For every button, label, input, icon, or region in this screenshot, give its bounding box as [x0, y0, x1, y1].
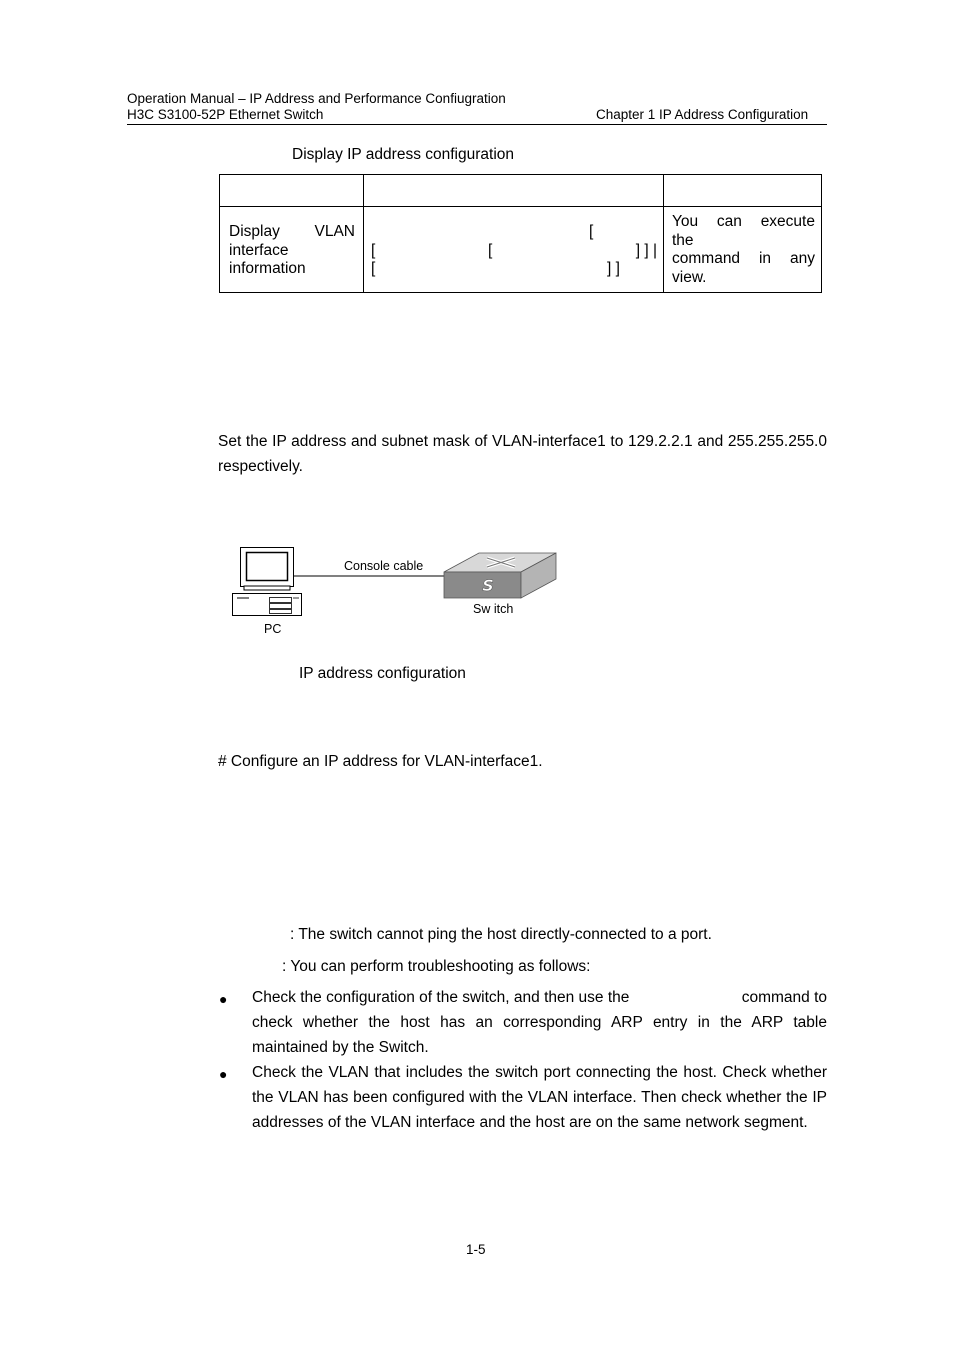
bullet-1-first-line — [252, 985, 827, 1010]
cell-bracket: ] ] | — [635, 241, 657, 259]
cell-line: information — [229, 260, 306, 277]
cell-bracket: [ — [371, 241, 376, 259]
bullet-1-text-a: Check the configuration of the switch, and then use the — [252, 989, 630, 1006]
switch-logo: S — [482, 576, 494, 595]
bullet-1-text-b: command to — [741, 989, 827, 1006]
table-header-rule — [220, 206, 821, 207]
bullet-1-rest: check whether the host has an corresponding ARP entry in the ARP table maintained by the Switch. — [252, 1014, 827, 1056]
cell-line: the — [672, 231, 694, 249]
cell-word: in — [758, 250, 772, 267]
command-table — [219, 174, 822, 293]
cell-word: Display — [229, 223, 280, 240]
table-divider — [363, 175, 364, 292]
table-divider — [663, 175, 664, 292]
header-product-name: H3C S3100-52P Ethernet Switch — [127, 107, 324, 122]
cell-line: view. — [672, 268, 707, 286]
table-cell-operation — [229, 223, 355, 279]
cell-word: any — [789, 250, 815, 267]
figure-caption: IP address configuration — [299, 665, 466, 682]
header-chapter: Chapter 1 IP Address Configuration — [596, 107, 809, 122]
cell-bracket: ] ] — [607, 260, 620, 277]
table-cell-command — [371, 223, 657, 279]
table-caption: Display IP address configuration — [292, 146, 515, 163]
pc-label: PC — [264, 622, 282, 636]
switch-label: Sw itch — [473, 602, 514, 616]
cell-line: interface — [229, 241, 289, 259]
header-manual-title: Operation Manual – IP Address and Performance Confiugration — [127, 91, 506, 106]
page-number: 1-5 — [466, 1242, 486, 1257]
configuration-step: # Configure an IP address for VLAN-interface1. — [218, 753, 543, 770]
cell-word: VLAN — [314, 223, 355, 240]
bullet-2-text: Check the VLAN that includes the switch port connecting the host. Check whether the VLAN has been configured with the VLAN interface. Then check whether the IP addresses of the VLAN interface and the host are on the same network segment. — [252, 1064, 827, 1131]
cell-bracket: [ — [589, 223, 594, 240]
cell-word: You — [672, 213, 699, 230]
cell-word: can — [716, 213, 742, 230]
cell-bracket: [ — [371, 260, 376, 277]
bullet-icon: ● — [219, 991, 228, 1007]
header-rule — [127, 124, 827, 125]
table-cell-remarks — [672, 213, 815, 287]
console-cable-label: Console cable — [344, 559, 424, 573]
requirement-paragraph: Set the IP address and subnet mask of VLAN-interface1 to 129.2.2.1 and 255.255.255.0 respectively. — [218, 433, 827, 475]
switch-icon — [444, 553, 556, 598]
solution-text: : You can perform troubleshooting as follows: — [282, 958, 591, 975]
symptom-text: : The switch cannot ping the host directly-connected to a port. — [290, 926, 712, 943]
cell-word: execute — [760, 213, 815, 230]
bullet-icon: ● — [219, 1066, 228, 1082]
cell-bracket: [ — [488, 241, 493, 259]
pc-icon — [233, 548, 302, 616]
cell-word: command — [672, 250, 741, 267]
